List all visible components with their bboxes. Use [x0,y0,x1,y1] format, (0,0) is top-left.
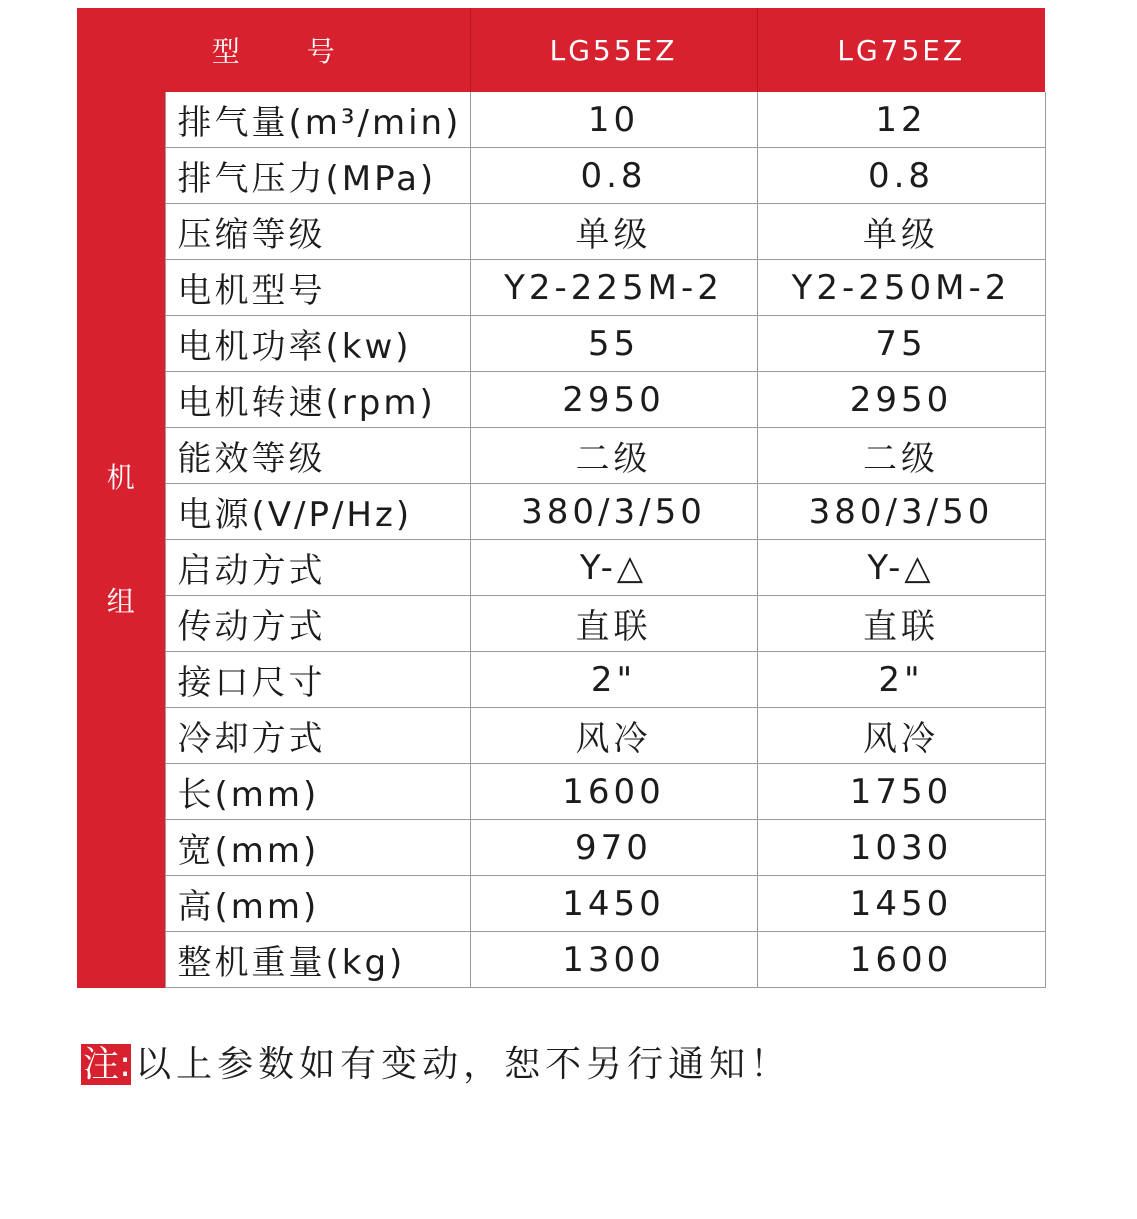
param-label: 电机功率(kw) [165,316,470,372]
spec-table [77,8,1046,988]
value-lg55ez: 380/3/50 [470,484,757,540]
table-row [77,652,1045,708]
value-lg75ez: 单级 [757,204,1045,260]
table-row [77,764,1045,820]
table-row [77,708,1045,764]
value-lg75ez: 75 [757,316,1045,372]
table-row [77,876,1045,932]
value-lg55ez: 2950 [470,372,757,428]
note-badge: 注: [83,1044,132,1085]
value-lg75ez: 1750 [757,764,1045,820]
group-label-char-2: 组 [106,584,135,618]
value-lg55ez: 55 [470,316,757,372]
param-label: 能效等级 [165,428,470,484]
value-lg55ez: 2" [470,652,757,708]
table-row [77,820,1045,876]
table-row [77,92,1045,148]
value-lg55ez: 1300 [470,932,757,988]
disclaimer-note [81,1036,791,1087]
param-label: 电源(V/P/Hz) [165,484,470,540]
table-row [77,484,1045,540]
value-lg75ez: 2" [757,652,1045,708]
value-lg55ez: Y-△ [470,540,757,596]
value-lg55ez: 10 [470,92,757,148]
value-lg75ez: 二级 [757,428,1045,484]
table-row [77,540,1045,596]
value-lg55ez: 单级 [470,204,757,260]
table-row [77,316,1045,372]
table-row [77,428,1045,484]
param-label: 压缩等级 [165,204,470,260]
value-lg55ez: 0.8 [470,148,757,204]
model-header-char-2: 号 [306,35,335,68]
param-label: 排气压力(MPa) [165,148,470,204]
header-row [77,8,1045,92]
table-row [77,148,1045,204]
value-lg55ez: 970 [470,820,757,876]
value-lg75ez: 12 [757,92,1045,148]
table-row [77,204,1045,260]
value-lg75ez: Y2-250M-2 [757,260,1045,316]
value-lg75ez: 380/3/50 [757,484,1045,540]
value-lg75ez: 2950 [757,372,1045,428]
param-label: 电机型号 [165,260,470,316]
model-header-label [77,8,470,92]
param-label: 冷却方式 [165,708,470,764]
param-label: 高(mm) [165,876,470,932]
group-label-cell [77,92,165,988]
param-label: 长(mm) [165,764,470,820]
model-header-char-1: 型 [211,35,240,68]
value-lg55ez: 1450 [470,876,757,932]
table-row [77,260,1045,316]
value-lg55ez: 二级 [470,428,757,484]
model-header-lg55ez: LG55EZ [470,8,757,92]
value-lg75ez: Y-△ [757,540,1045,596]
value-lg75ez: 0.8 [757,148,1045,204]
param-label: 整机重量(kg) [165,932,470,988]
param-label: 传动方式 [165,596,470,652]
value-lg75ez: 1600 [757,932,1045,988]
model-header-lg75ez: LG75EZ [757,8,1045,92]
param-label: 电机转速(rpm) [165,372,470,428]
value-lg75ez: 风冷 [757,708,1045,764]
param-label: 宽(mm) [165,820,470,876]
param-label: 接口尺寸 [165,652,470,708]
group-label-char-1: 机 [106,460,135,494]
table-row [77,932,1045,988]
value-lg75ez: 1030 [757,820,1045,876]
value-lg55ez: Y2-225M-2 [470,260,757,316]
table-row [77,596,1045,652]
note-text: 以上参数如有变动，恕不另行通知！ [135,1044,792,1085]
value-lg55ez: 直联 [470,596,757,652]
value-lg75ez: 直联 [757,596,1045,652]
value-lg75ez: 1450 [757,876,1045,932]
table-row [77,372,1045,428]
value-lg55ez: 1600 [470,764,757,820]
value-lg55ez: 风冷 [470,708,757,764]
param-label: 启动方式 [165,540,470,596]
param-label: 排气量(m³/min) [165,92,470,148]
